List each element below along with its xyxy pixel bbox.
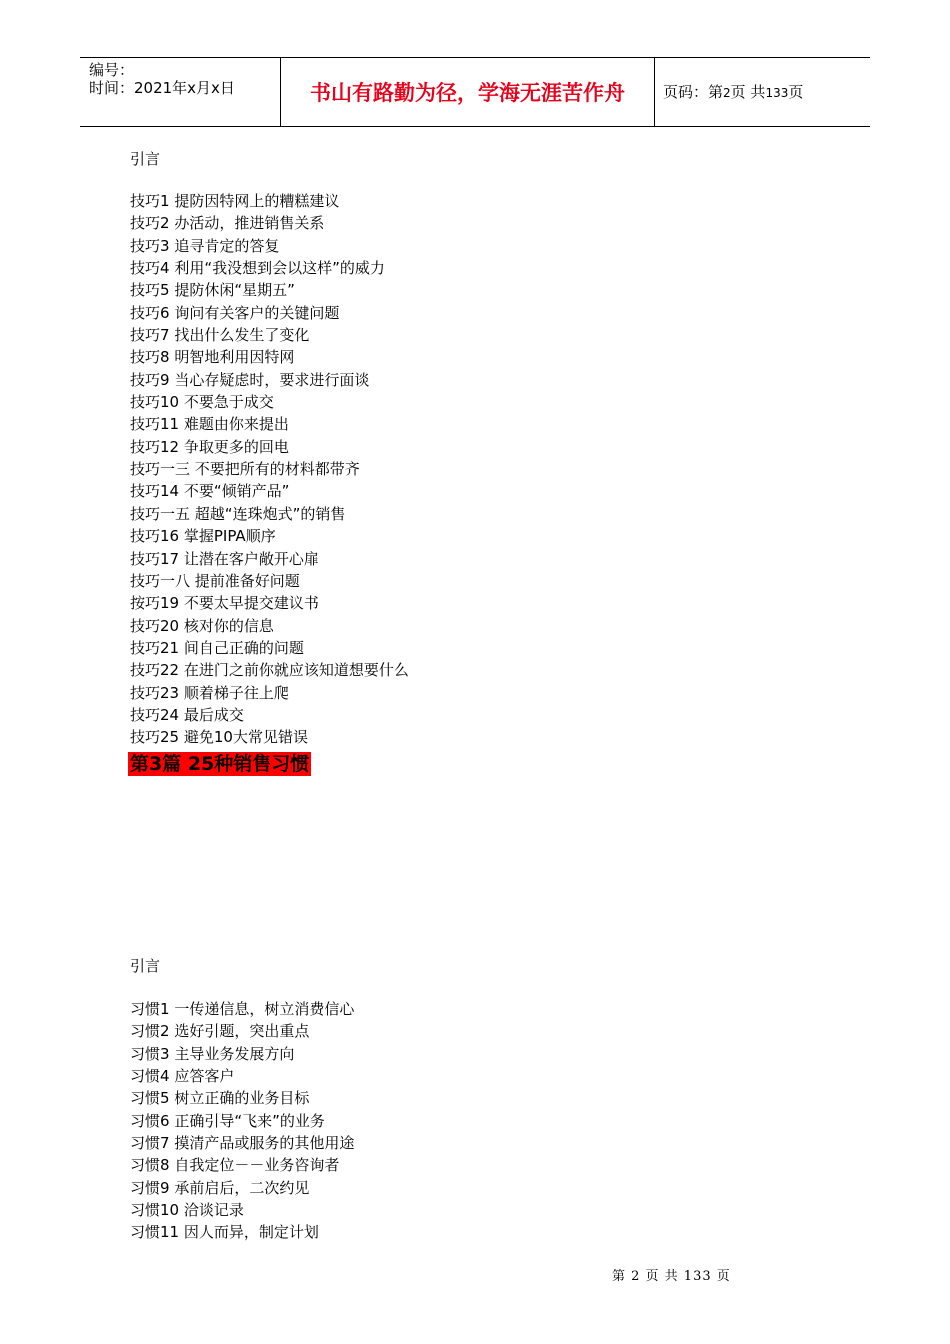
tip-item [130,592,409,614]
tip-item-title: 明智地利用因特网 [174,348,295,367]
header-motto: 书山有路勤为径，学海无涯苦作舟 [310,81,625,105]
tip-item [130,548,409,570]
page-current: 2 [723,86,731,100]
habit-item-title: 自我定位－－业务咨询者 [174,1156,340,1175]
tip-item-label: 技巧6 [130,303,170,322]
habit-item-label: 习惯4 [130,1067,170,1086]
tip-item [130,302,409,324]
tip-item-label: 技巧17 [130,549,180,568]
tip-item [130,369,409,391]
habit-item [130,1177,354,1199]
tip-item-title: 找出什么发生了变化 [174,326,310,345]
tip-item-title: 争取更多的回电 [183,437,289,456]
habit-item-title: 选好引题，突出重点 [174,1022,310,1041]
tip-item-title: 间自己正确的问题 [183,638,304,657]
habit-item-title: 摸清产品或服务的其他用途 [174,1134,355,1153]
habit-item-label: 习惯3 [130,1044,170,1063]
tip-item-title: 当心存疑虑时，要求进行面谈 [174,370,370,389]
tip-item-label: 技巧7 [130,326,170,345]
habit-item-label: 习惯8 [130,1156,170,1175]
habit-item [130,1154,354,1176]
tip-item-label: 技巧8 [130,348,170,367]
habit-item-label: 习惯11 [130,1223,180,1242]
tip-item-label: 技巧11 [130,415,180,434]
tip-item [130,659,409,681]
habit-item [130,1065,354,1087]
tip-item-title: 避免10大常见错误 [183,728,308,747]
tip-item-label: 技巧21 [130,638,180,657]
habit-item [130,1110,354,1132]
tip-item-title: 不要太早提交建议书 [183,594,319,613]
habits-list [130,998,354,1244]
tip-item-label: 技巧14 [130,482,180,501]
tip-item [130,391,409,413]
tip-item [130,637,409,659]
tip-item-title: 利用“我没想到会以这样”的威力 [174,259,385,278]
tip-item-label: 技巧一三 [130,460,191,479]
tip-item-label: 技巧25 [130,728,180,747]
tip-item [130,235,409,257]
tip-item-title: 难题由你来提出 [183,415,289,434]
tip-item [130,615,409,637]
tip-item [130,480,409,502]
tip-item-label: 技巧4 [130,259,170,278]
habit-item-label: 习惯10 [130,1201,180,1220]
tip-item [130,190,409,212]
habit-item-label: 习惯5 [130,1089,170,1108]
tip-item-label: 技巧24 [130,705,180,724]
habit-item-title: 因人而异，制定计划 [183,1223,319,1242]
page-mid: 页 共 [730,83,766,101]
tip-item-label: 技巧一五 [130,504,191,523]
tip-item-title: 不要把所有的材料都带齐 [194,460,360,479]
habit-item-label: 习惯9 [130,1178,170,1197]
section2-intro: 引言 [130,957,161,975]
page-footer: 第 2 页 共 133 页 [612,1269,731,1284]
tip-item-label: 技巧一八 [130,571,191,590]
tip-item-label: 技巧3 [130,236,170,255]
tip-item-title: 不要急于成交 [183,393,274,412]
habits-list-container [130,998,354,1244]
tip-item [130,413,409,435]
tip-item [130,436,409,458]
tip-item-label: 技巧20 [130,616,180,635]
habit-item-title: 洽谈记录 [183,1201,244,1220]
tip-item [130,346,409,368]
document-number-label: 编号： [89,61,135,79]
page-suffix: 页 [788,83,804,101]
document-time-label: 时间：2021年x月x日 [89,79,235,97]
tip-item-title: 提防休闲“星期五” [174,281,295,300]
habit-item [130,1132,354,1154]
habit-item-label: 习惯6 [130,1111,170,1130]
tip-item-label: 技巧1 [130,192,170,210]
tip-item-title: 核对你的信息 [183,616,274,635]
tip-item-label: 技巧9 [130,370,170,389]
section-heading: 第3篇 25种销售习惯 [130,753,310,775]
habit-item [130,1087,354,1109]
habit-item-label: 习惯2 [130,1022,170,1041]
tip-item-title: 不要“倾销产品” [183,482,290,501]
tip-item-title: 提前准备好问题 [194,571,300,590]
habit-item-label: 习惯7 [130,1134,170,1153]
habit-item [130,1199,354,1221]
tip-item-title: 顺着梯子往上爬 [183,683,289,702]
tip-item [130,324,409,346]
tip-item [130,279,409,301]
tip-item [130,257,409,279]
header-page-info [663,83,803,102]
tip-item [130,704,409,726]
tip-item-label: 技巧12 [130,437,180,456]
tip-item-label: 技巧10 [130,393,180,412]
habit-item-title: 应答客户 [174,1067,235,1086]
document-header [80,57,870,127]
tip-item-title: 提防因特网上的糟糕建议 [174,192,340,210]
habit-item-title: 树立正确的业务目标 [174,1089,310,1108]
tip-item [130,726,409,748]
habit-item [130,1221,354,1243]
tip-item-title: 办活动，推进销售关系 [174,214,325,233]
tip-item [130,525,409,547]
tip-item-label: 技巧23 [130,683,180,702]
habit-item-title: 一传递信息，树立消费信心 [174,1000,355,1018]
tip-item-title: 掌握PIPA顺序 [183,527,276,546]
tips-list [130,190,409,749]
tip-item [130,503,409,525]
habit-item-title: 承前启后，二次约见 [174,1178,310,1197]
section1-intro: 引言 [130,150,161,168]
habit-item [130,1043,354,1065]
tips-list-container [130,190,409,749]
habit-item [130,998,354,1020]
header-motto-cell [280,58,655,126]
tip-item-label: 技巧5 [130,281,170,300]
tip-item-title: 让潜在客户敞开心扉 [183,549,319,568]
tip-item-label: 技巧2 [130,214,170,233]
habit-item [130,1020,354,1042]
tip-item-title: 追寻肯定的答复 [174,236,280,255]
tip-item [130,458,409,480]
habit-item-title: 主导业务发展方向 [174,1044,295,1063]
tip-item-title: 询问有关客户的关键问题 [174,303,340,322]
habit-item-title: 正确引导“飞来”的业务 [174,1111,325,1130]
tip-item [130,570,409,592]
tip-item-title: 超越“连珠炮式”的销售 [194,504,346,523]
tip-item-label: 按巧19 [130,594,180,613]
tip-item [130,212,409,234]
tip-item-title: 在进门之前你就应该知道想要什么 [183,661,409,680]
habit-item-label: 习惯1 [130,1000,170,1018]
tip-item [130,682,409,704]
page-total: 133 [765,86,789,100]
header-page-cell [654,58,870,126]
tip-item-title: 最后成交 [183,705,244,724]
tip-item-label: 技巧22 [130,661,180,680]
tip-item-label: 技巧16 [130,527,180,546]
page-prefix: 页码：第 [663,83,724,101]
header-info-cell [80,58,280,126]
